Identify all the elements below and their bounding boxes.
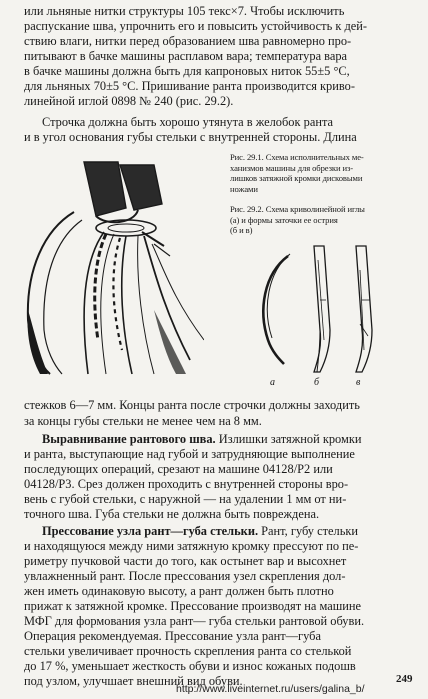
text-line: риметру пучковой части до того, как остынет вар и высохнет <box>24 554 347 568</box>
text-line: Строчка должна быть хорошо утянута в желобок ранта <box>42 115 334 129</box>
text-line: до 17 %, уменьшает жесткость обуви и износ кожаных подошв <box>24 659 356 673</box>
text-line: ствию влаги, нитки перед образованием шва равномерно про- <box>24 34 352 48</box>
figure-29-1-caption <box>230 152 416 194</box>
text-line: 04128/Р3. Срез должен проходить с внутренней стороны вро- <box>24 477 349 491</box>
text-line: и ранта, выступающие над губой и затрудняющие выполнение <box>24 447 355 461</box>
caption-line: Рис. 29.2. Схема криволинейной иглы <box>230 204 365 214</box>
text-line: точного шва. Губа стельки не должна быть повреждена. <box>24 507 320 521</box>
figure-29-2-caption <box>230 204 416 236</box>
caption-line: Рис. 29.1. Схема исполнительных ме- <box>230 152 364 162</box>
page-number: 249 <box>396 673 413 685</box>
figure-label-a: а <box>270 377 275 388</box>
caption-line: (а) и формы заточки ее острия <box>230 214 338 225</box>
text-line: вень с губой стельки, с наружной — на удалении 1 мм от ни- <box>24 492 347 506</box>
text-line <box>24 524 412 540</box>
text-line: стельки увеличивает прочность скрепления ранта со стелькой <box>24 644 352 658</box>
text-line: стежков 6—7 мм. Концы ранта после строчки должны заходить <box>24 398 360 412</box>
text-span: Рант, губу стельки <box>258 524 358 538</box>
text-line: распускание шва, упрочнить его и повысить устойчивость к дей- <box>24 19 368 33</box>
figure-29-1-illustration <box>14 160 204 375</box>
text-line: прижат к затяжной кромке. Прессование производят на машине <box>24 599 362 613</box>
text-span: Излишки затяжной кромки <box>215 432 362 446</box>
text-line: питывают в бачке машины расплавом вара; температура вара <box>24 49 348 63</box>
text-line: для льняных 70±5 °С. Пришивание ранта производится криво- <box>24 79 355 93</box>
section-heading-press: Прессование узла рант—губа стельки. <box>42 524 259 538</box>
caption-line: ханизмов машины для обрезки из- <box>230 162 354 173</box>
caption-line: лишков затяжной кромки дисковыми <box>230 173 363 183</box>
text-line <box>24 432 412 448</box>
text-line: за концы губы стельки не менее чем на 8 мм. <box>24 414 262 428</box>
caption-line: (б и в) <box>230 225 253 235</box>
figure-29-2-needles <box>244 240 418 390</box>
caption-line: ножами <box>230 183 258 194</box>
figure-label-c: в <box>356 377 361 388</box>
text-line: и находящуюся между ними затяжную кромку прессуют по пе- <box>24 539 359 553</box>
text-line: жен иметь одинаковую высоту, а рант должен быть плотно <box>24 584 334 598</box>
text-line: увлажненный рант. После прессования узел скрепления дол- <box>24 569 346 583</box>
text-line: или льняные нитки структуры 105 текс×7. Чтобы исключить <box>24 4 345 18</box>
text-line: последующих операций, срезают на машине 04128/Р2 или <box>24 462 333 476</box>
text-line: Операция рекомендуемая. Прессование узла рант—губа <box>24 629 321 643</box>
text-line: и в угол основания губы стельки с внутренней стороны. Длина <box>24 130 357 144</box>
section-heading-trim: Выравнивание рантового шва. <box>42 432 216 446</box>
watermark-url[interactable]: http://www.liveinternet.ru/users/galina_b/ <box>176 683 365 695</box>
text-line: под узлом, улучшает внешний вид обуви. <box>24 674 243 688</box>
text-line: МФГ для формования узла рант— губа стельки рантовой обуви. <box>24 614 365 628</box>
figure-label-b: б <box>314 377 320 388</box>
text-line: в бачке машины должна быть для капроновых ниток 55±5 °С, <box>24 64 350 78</box>
text-line: линейной иглой 0898 № 240 (рис. 29.2). <box>24 94 234 108</box>
